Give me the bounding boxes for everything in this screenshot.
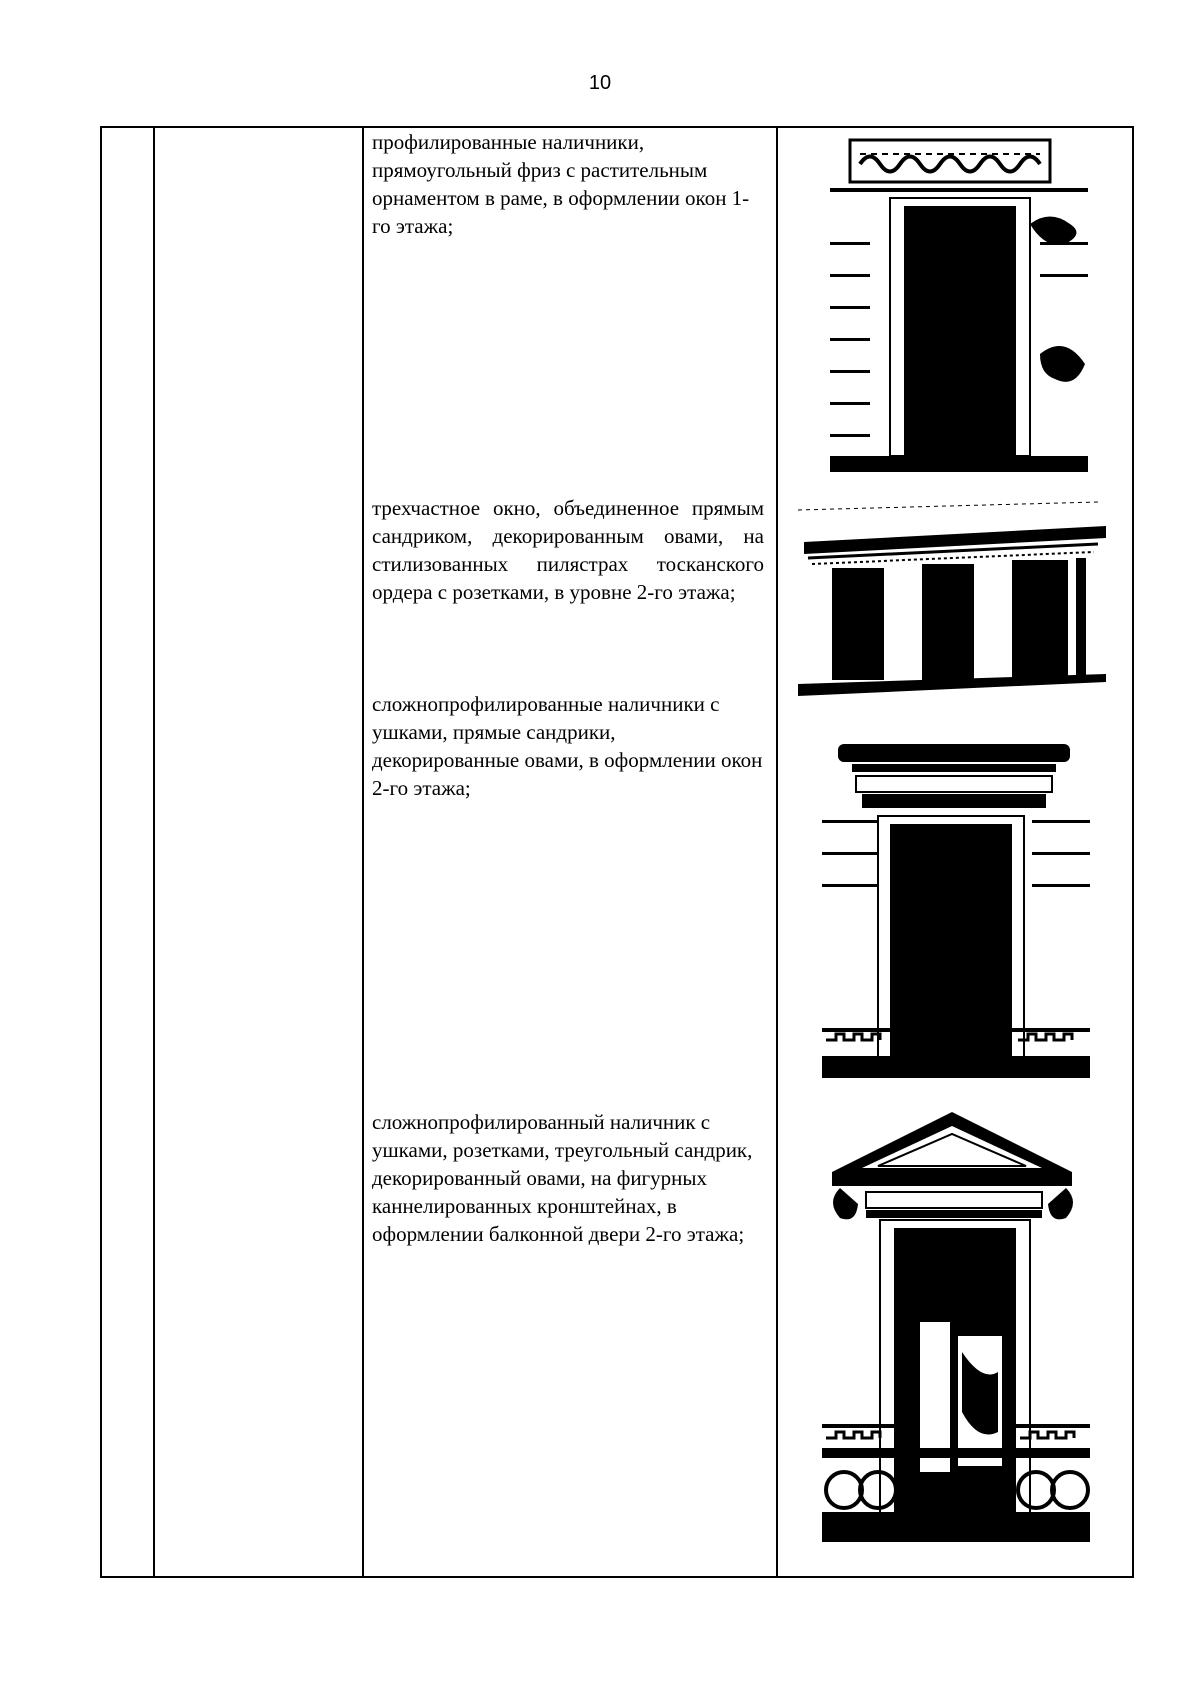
row-1-description: профилированные наличники, прямоугольный фриз с растительным орнаментом в раме, в оформлении окон 1-го этажа;	[372, 130, 750, 238]
column-divider-1	[153, 126, 155, 1578]
row-2-description: трехчастное окно, объединенное прямым сандриком, декорированным овами, на стилизованных пилястрах тосканского ордера с розетками, в уровне 2-го этажа;	[372, 496, 764, 604]
photo-triple-window	[798, 498, 1106, 700]
row-3-description: сложнопрофилированные наличники с ушками, прямые сандрики, декорированные овами, в оформлении окон 2-го этажа;	[372, 692, 763, 800]
column-divider-2	[362, 126, 364, 1578]
photo-balcony-door	[822, 1112, 1090, 1542]
photo-window-first-floor	[830, 134, 1088, 472]
photo-window-second-floor	[822, 744, 1090, 1078]
column-divider-3	[776, 126, 778, 1578]
page-number: 10	[588, 72, 612, 94]
row-4-description: сложнопрофилированный наличник с ушками, розетками, треугольный сандрик, декорированный овами, на фигурных каннелированных кронштейнах, в оформлении балконной двери 2-го этажа;	[372, 1110, 753, 1246]
